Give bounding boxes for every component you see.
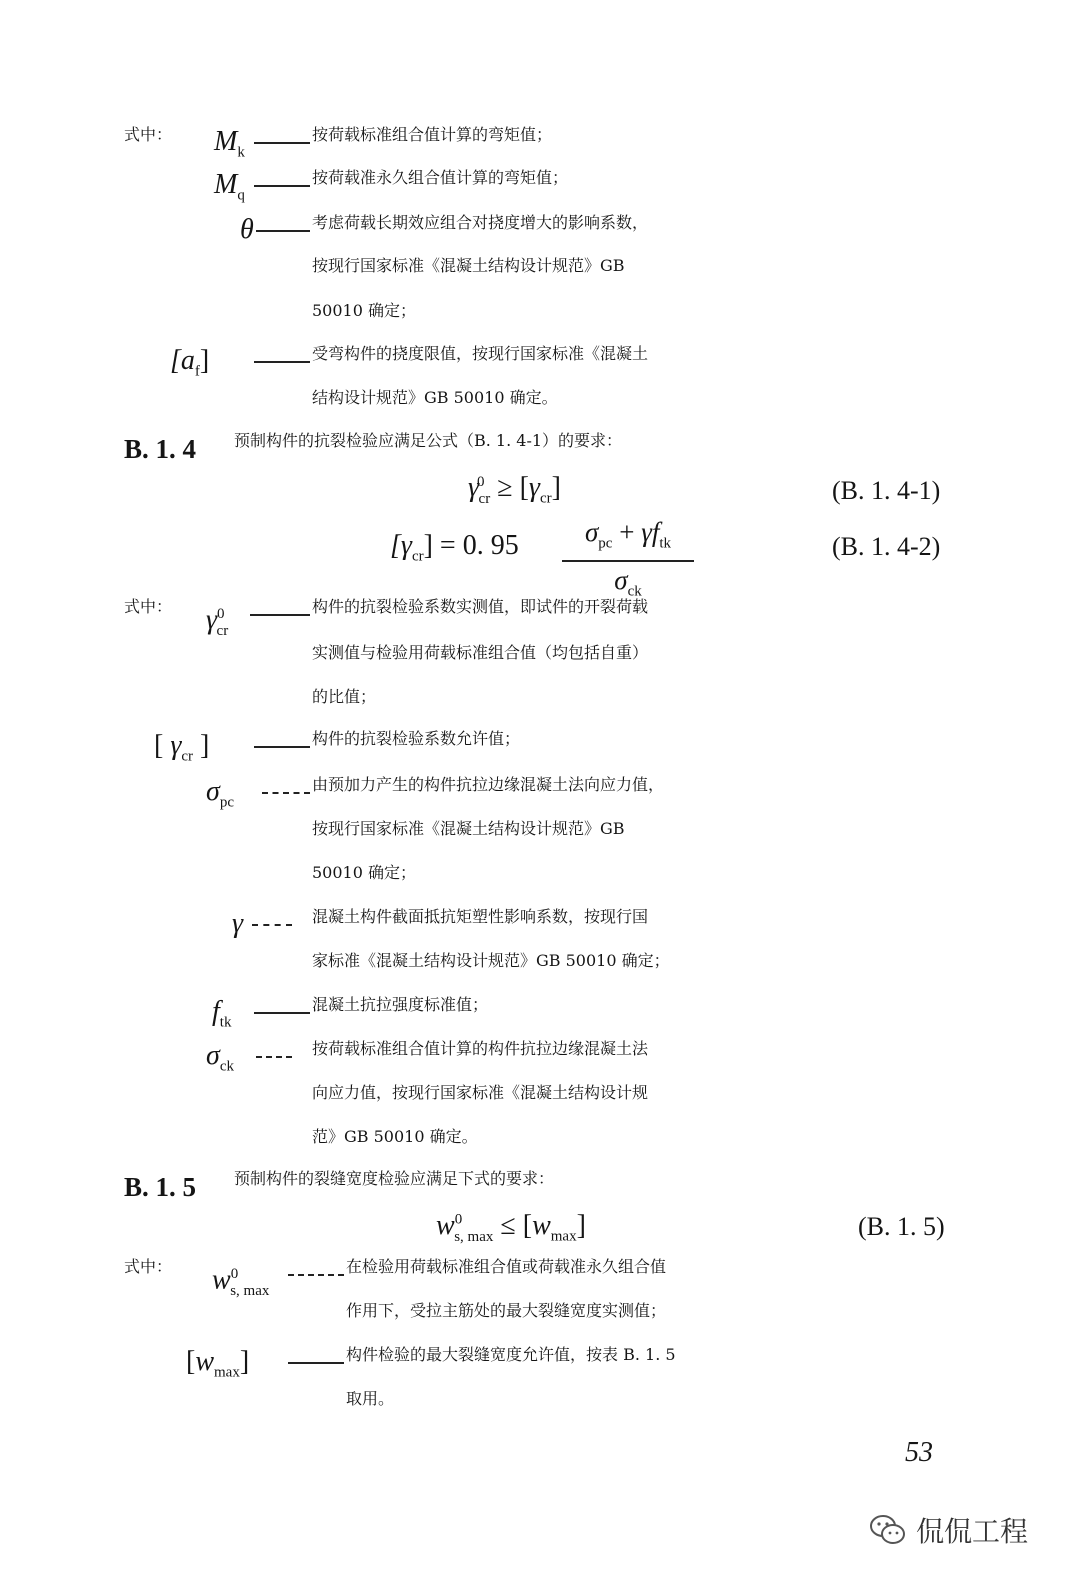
def-w-smax0: 在检验用荷载标准组合值或荷载准永久组合值 — [346, 1257, 667, 1276]
section-number-b14: B. 1. 4 — [124, 434, 197, 464]
def-gamma-cr0-cont-2: 的比值； — [312, 687, 377, 706]
em-dash — [250, 614, 310, 616]
def-w-smax0-cont-1: 作用下，受拉主筋处的最大裂缝宽度实测值； — [346, 1301, 667, 1320]
symbol-sigma-pc: $\sigma_{pc}$ — [206, 776, 234, 811]
def-theta-cont-1: 按现行国家标准《混凝土结构设计规范》GB — [312, 256, 625, 275]
section-text-b14: 预制构件的抗裂检验应满足公式（B. 1. 4-1）的要求： — [234, 431, 623, 450]
def-sigma-ck: 按荷载标准组合值计算的构件抗拉边缘混凝土法 — [312, 1039, 649, 1058]
symbol-gamma-cr: [ $\gamma_{cr}$ ] — [154, 730, 210, 765]
em-dash — [254, 746, 310, 748]
def-gamma-cr0: 构件的抗裂检验系数实测值，即试件的开裂荷载 — [312, 597, 649, 616]
def-af: 受弯构件的挠度限值，按现行国家标准《混凝土 — [312, 344, 649, 363]
wechat-icon — [868, 1510, 908, 1550]
symbol-sigma-ck: $\sigma_{ck}$ — [206, 1040, 234, 1075]
symbol-gamma: γ — [232, 908, 244, 939]
em-dash — [288, 1362, 344, 1364]
def-sigma-pc: 由预加力产生的构件抗拉边缘混凝土法向应力值， — [312, 775, 665, 794]
symbol-w-smax0: $w^0_{s, max}$ — [212, 1264, 270, 1299]
em-dash — [256, 230, 310, 232]
def-theta-cont-2: 50010 确定； — [312, 301, 416, 320]
watermark — [868, 1508, 1028, 1552]
em-dash — [262, 792, 310, 794]
symbol-Mk: $M_k$ — [214, 126, 245, 161]
symbol-w-max: $[w_{max}]$ — [186, 1346, 250, 1381]
symbol-theta: θ — [240, 214, 254, 245]
def-af-cont-1: 结构设计规范》GB 50010 确定。 — [312, 388, 558, 407]
em-dash — [254, 361, 310, 363]
def-sigma-pc-cont-1: 按现行国家标准《混凝土结构设计规范》GB — [312, 819, 625, 838]
def-sigma-ck-cont-1: 向应力值，按现行国家标准《混凝土结构设计规 — [312, 1083, 649, 1102]
def-w-max: 构件检验的最大裂缝宽度允许值，按表 B. 1. 5 — [346, 1345, 676, 1364]
em-dash — [254, 185, 310, 187]
symbol-ftk: $f_{tk}$ — [212, 996, 232, 1031]
def-w-max-cont-1: 取用。 — [346, 1389, 395, 1408]
def-sigma-pc-cont-2: 50010 确定； — [312, 863, 416, 882]
em-dash — [252, 924, 292, 926]
equation-b14-1: $\gamma^0_{cr} \ge [\gamma_{cr}]$ — [468, 472, 561, 507]
equation-b15: $w^0_{s, max} \le [w_{max}]$ — [436, 1210, 586, 1245]
def-Mk: 按荷载标准组合值计算的弯矩值； — [312, 125, 553, 144]
equation-number-b14-1: (B. 1. 4-1) — [832, 476, 941, 505]
em-dash — [254, 1012, 310, 1014]
symbol-gamma-cr0: $\gamma^0_{cr}$ — [206, 604, 229, 639]
equation-b14-2-lhs: $[\gamma_{cr}] = 0$. 95 — [390, 530, 519, 565]
equation-number-b15: (B. 1. 5) — [858, 1212, 945, 1241]
def-ftk: 混凝土抗拉强度标准值； — [312, 995, 489, 1014]
symbol-af: $[a_f]$ — [170, 345, 210, 380]
def-sigma-ck-cont-2: 范》GB 50010 确定。 — [312, 1127, 478, 1146]
symbol-Mq: $M_q$ — [214, 169, 245, 204]
section-number-b15: B. 1. 5 — [124, 1172, 197, 1202]
def-Mq: 按荷载准永久组合值计算的弯矩值； — [312, 168, 569, 187]
em-dash — [254, 142, 310, 144]
where-prefix-3: 式中： — [124, 1257, 173, 1276]
section-text-b15: 预制构件的裂缝宽度检验应满足下式的要求： — [234, 1169, 555, 1188]
where-prefix-2: 式中： — [124, 597, 173, 616]
page-number: 53 — [905, 1437, 933, 1468]
em-dash — [256, 1056, 292, 1058]
def-gamma-cont-1: 家标准《混凝土结构设计规范》GB 50010 确定； — [312, 951, 670, 970]
def-gamma: 混凝土构件截面抵抗矩塑性影响系数，按现行国 — [312, 907, 649, 926]
equation-number-b14-2: (B. 1. 4-2) — [832, 532, 941, 561]
em-dash — [288, 1274, 344, 1276]
def-gamma-cr: 构件的抗裂检验系数允许值； — [312, 729, 521, 748]
where-prefix-1: 式中： — [124, 125, 173, 144]
def-theta: 考虑荷载长期效应组合对挠度增大的影响系数， — [312, 213, 649, 232]
equation-b14-2-fraction: $\sigma_{pc} + \gamma f_{tk}$ $\sigma_{ck}$ — [562, 517, 694, 608]
def-gamma-cr0-cont-1: 实测值与检验用荷载标准组合值（均包括自重） — [312, 643, 649, 662]
watermark-text: 侃侃工程 — [916, 1515, 1029, 1548]
